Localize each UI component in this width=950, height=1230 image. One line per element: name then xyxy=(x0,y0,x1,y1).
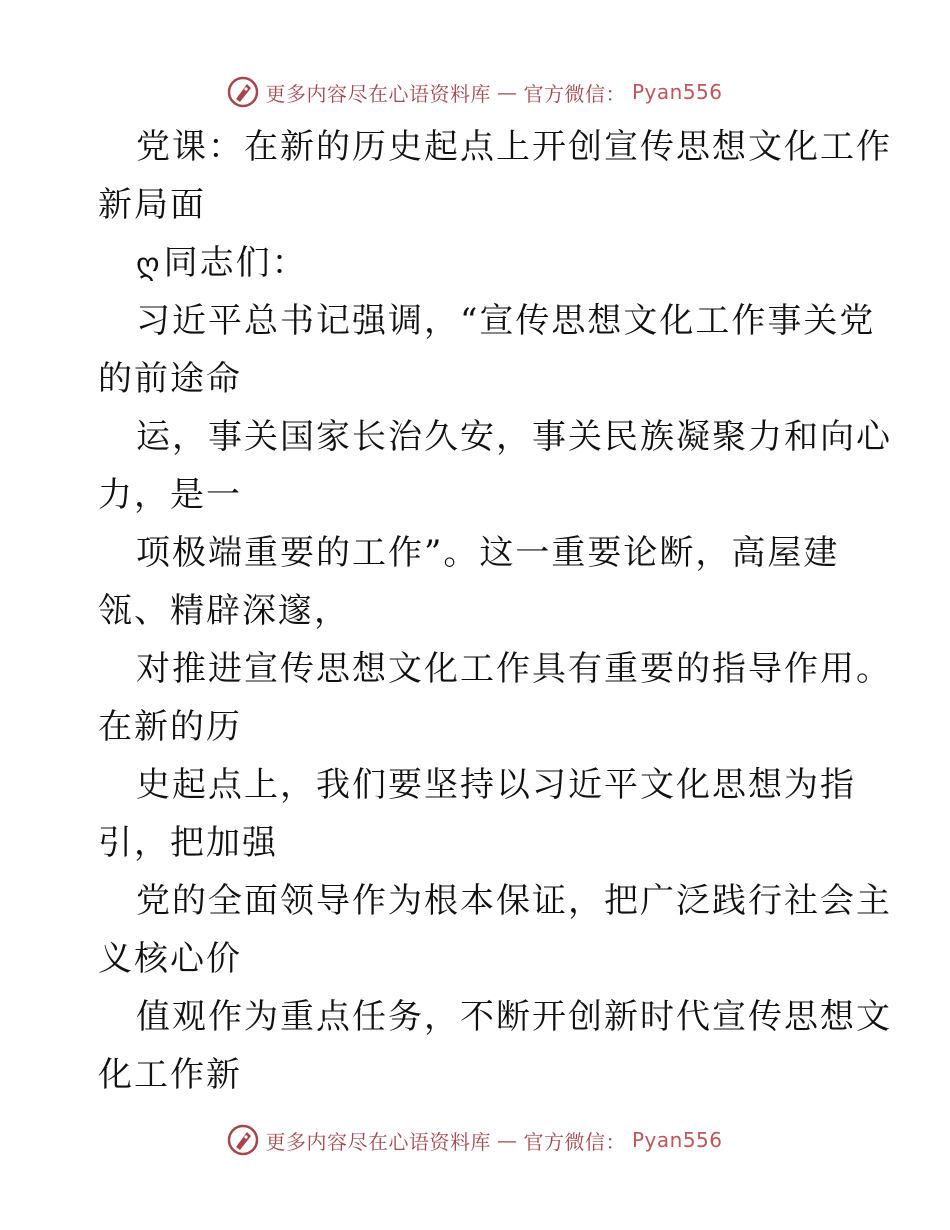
body-line: 的前途命 xyxy=(98,359,242,399)
watermark-account: Pyan556 xyxy=(631,1128,723,1152)
body-line: 史起点上，我们要坚持以习近平文化思想为指 xyxy=(136,765,856,805)
body-line: 力，是一 xyxy=(98,475,242,515)
body-line: 对推进宣传思想文化工作具有重要的指导作用。 xyxy=(136,649,892,689)
body-line: 习近平总书记强调，“宣传思想文化工作事关党 xyxy=(136,301,876,341)
watermark-wechat-label: 官方微信： xyxy=(523,1129,626,1154)
document-title-line-1: 党课：在新的历史起点上开创宣传思想文化工作 xyxy=(136,127,892,167)
watermark-site: 更多内容尽在心语资料库 xyxy=(265,81,491,106)
brand xyxy=(227,76,722,108)
watermark-wechat-label: 官方微信： xyxy=(523,81,626,106)
body-line: 党的全面领导作为根本保证，把广泛践行社会主 xyxy=(136,881,892,921)
body-line: 化工作新 xyxy=(98,1055,242,1095)
brand xyxy=(227,1124,722,1156)
body-line: 项极端重要的工作”。这一重要论断，高屋建 xyxy=(136,533,840,573)
header-watermark xyxy=(0,72,950,112)
greeting-text: 同志们： xyxy=(163,243,308,283)
pen-nib-logo-icon xyxy=(227,76,259,108)
watermark-separator: — xyxy=(496,80,518,104)
footer-watermark xyxy=(0,1120,950,1160)
greeting xyxy=(98,234,868,292)
watermark-account: Pyan556 xyxy=(631,80,723,104)
watermark-separator: — xyxy=(496,1128,518,1152)
body-line: 在新的历 xyxy=(98,707,242,747)
document-body xyxy=(98,118,892,1104)
body-line: 值观作为重点任务，不断开创新时代宣传思想文 xyxy=(136,997,892,1037)
body-line: 引，把加强 xyxy=(98,823,278,863)
body-line: 运，事关国家长治久安，事关民族凝聚力和向心 xyxy=(136,417,892,457)
document-title-line-2: 新局面 xyxy=(98,185,206,225)
body-text xyxy=(98,292,892,1104)
watermark-site: 更多内容尽在心语资料库 xyxy=(265,1129,491,1154)
body-line: 瓴、精辟深邃， xyxy=(98,591,350,631)
pen-nib-logo-icon xyxy=(227,1124,259,1156)
ornament-flourish-icon: ღ xyxy=(136,247,162,282)
body-line: 义核心价 xyxy=(98,939,242,979)
